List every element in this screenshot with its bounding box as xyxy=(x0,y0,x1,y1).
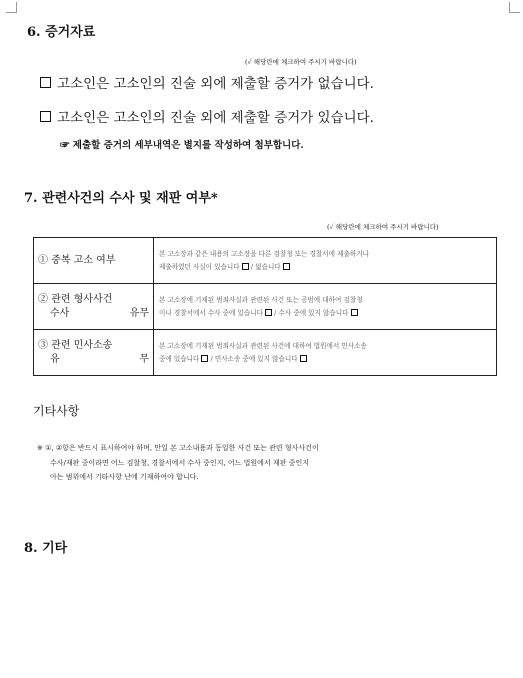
section7-footnote xyxy=(37,441,505,485)
evidence-option-exists[interactable] xyxy=(40,106,374,126)
checkbox-duplicate-no[interactable] xyxy=(283,263,290,270)
row-label-duplicate-complaint: ① 중복 고소 여부 xyxy=(34,238,154,284)
checkbox-evidence-exists[interactable] xyxy=(40,111,51,122)
page-corner-mark-left xyxy=(6,2,17,13)
misc-notes-label: 기타사항 xyxy=(33,404,80,418)
section7-title: 7. 관련사건의 수사 및 재판 여부* xyxy=(24,191,218,206)
evidence-option-none[interactable] xyxy=(40,72,374,92)
related-cases-table xyxy=(33,237,497,376)
checkbox-duplicate-yes[interactable] xyxy=(242,263,249,270)
section7-instruction: (✓ 해당란에 체크하여 주시기 바랍니다) xyxy=(327,223,439,231)
row-content-duplicate-complaint: 본 고소장과 같은 내용의 고소장을 다른 검찰청 또는 경찰서에 제출하거나 제출하였던 사실이 있습니다 / 없습니다 xyxy=(154,238,497,284)
evidence-option-none-label: 고소인은 고소인의 진술 외에 제출할 증거가 없습니다. xyxy=(57,76,374,92)
checkbox-civil-no[interactable] xyxy=(300,355,307,362)
evidence-attachment-note: ☞ 제출할 증거의 세부내역은 별지를 작성하여 첨부합니다. xyxy=(60,140,304,151)
evidence-option-exists-label: 고소인은 고소인의 진술 외에 제출할 증거가 있습니다. xyxy=(57,110,374,126)
row-content-criminal-investigation: 본 고소장에 기재된 범죄사실과 관련된 사건 또는 공범에 대하여 검찰청 이나 경찰서에서 수사 중에 있습니다 / 수사 중에 있지 않습니다 xyxy=(154,284,497,330)
checkbox-investigation-no[interactable] xyxy=(351,309,358,316)
row-content-civil-lawsuit: 본 고소장에 기재된 범죄사실과 관련된 사건에 대하여 법원에서 민사소송 중에 있습니다 / 민사소송 중에 있지 않습니다 xyxy=(154,330,497,376)
footnote-line-3: 아는 범위에서 기타사항 난에 기재하여야 합니다. xyxy=(50,473,199,481)
table-row xyxy=(34,238,497,284)
checkbox-civil-yes[interactable] xyxy=(201,355,208,362)
section6-title: 6. 증거자료 xyxy=(27,25,96,40)
footnote-line-1: ※ ①, ②항은 반드시 표시하여야 하며, 만일 본 고소내용과 동일한 사건 또는 관련 형사사건이 xyxy=(37,444,319,452)
section6-instruction: (✓ 해당란에 체크하여 주시기 바랍니다) xyxy=(245,58,357,66)
page-corner-mark-right xyxy=(509,2,520,13)
section8-title: 8. 기타 xyxy=(24,541,68,556)
table-row xyxy=(34,284,497,330)
row-label-civil-lawsuit: ③ 관련 민사소송 유 무 xyxy=(34,330,154,376)
row-label-criminal-investigation: ② 관련 형사사건 수사 유무 xyxy=(34,284,154,330)
footnote-line-2: 수사/재판 중이라면 어느 검찰청, 경찰서에서 수사 중인지, 어느 법원에서 재판 중인지 xyxy=(50,458,309,467)
table-row xyxy=(34,330,497,376)
checkbox-investigation-yes[interactable] xyxy=(265,309,272,316)
checkbox-evidence-none[interactable] xyxy=(40,77,51,88)
